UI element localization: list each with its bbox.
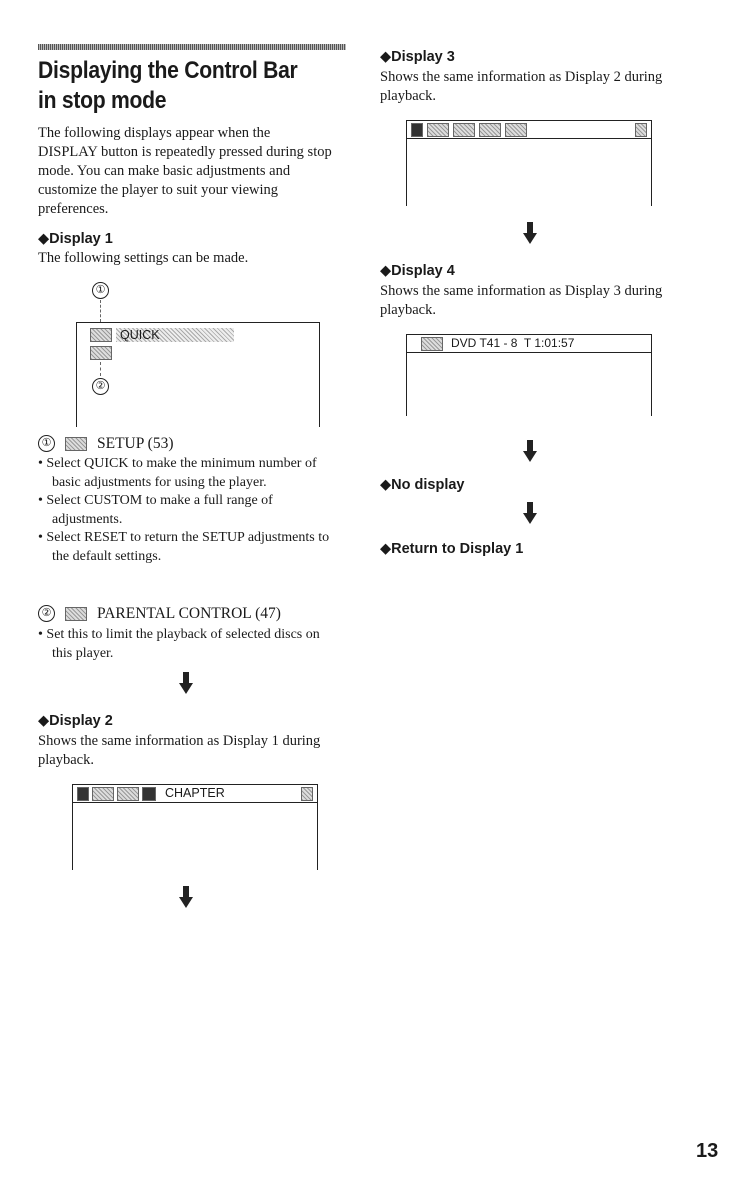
item1-bullet: • Select RESET to return the SETUP adjustments to the default settings. bbox=[38, 530, 330, 564]
item1-number: ① bbox=[38, 435, 55, 452]
angle-icon bbox=[505, 123, 527, 137]
return-heading: ◆Return to Display 1 bbox=[380, 541, 524, 557]
callout-1-leader bbox=[100, 300, 101, 322]
chapter-icon bbox=[117, 787, 139, 801]
display3-bar bbox=[406, 120, 652, 139]
display4-bar-label: DVD T41 - 8 T 1:01:57 bbox=[451, 336, 575, 350]
disc-icon bbox=[77, 787, 89, 801]
display1-heading: ◆Display 1 bbox=[38, 231, 113, 247]
title-rule bbox=[38, 44, 346, 50]
item2-row bbox=[38, 604, 281, 623]
display4-text: Shows the same information as Display 3 during playback. bbox=[380, 283, 663, 318]
disc-icon bbox=[411, 123, 423, 137]
no-display-heading: ◆No display bbox=[380, 477, 465, 493]
display3-text: Shows the same information as Display 2 during playback. bbox=[380, 69, 663, 104]
item1-bullet: • Select QUICK to make the minimum number of basic adjustments for using the player. bbox=[38, 456, 317, 490]
display4-heading: ◆Display 4 bbox=[380, 263, 455, 279]
down-arrow-icon bbox=[523, 440, 537, 462]
item1-label: SETUP (53) bbox=[97, 435, 174, 452]
display2-heading: ◆Display 2 bbox=[38, 713, 113, 729]
down-arrow-icon bbox=[523, 502, 537, 524]
item2-label: PARENTAL CONTROL (47) bbox=[97, 605, 281, 622]
callout-1: ① bbox=[92, 282, 109, 299]
display1-bar bbox=[90, 327, 234, 343]
setting-icon bbox=[635, 123, 647, 137]
item1-bullet: • Select CUSTOM to make a full range of adjustments. bbox=[38, 493, 273, 527]
display3-heading: ◆Display 3 bbox=[380, 49, 455, 65]
display4-bar bbox=[406, 334, 652, 353]
page-number: 13 bbox=[696, 1140, 719, 1162]
menu-icon bbox=[427, 123, 449, 137]
down-arrow-icon bbox=[523, 222, 537, 244]
item2-number: ② bbox=[38, 605, 55, 622]
item1-row bbox=[38, 434, 174, 453]
item2-bullets bbox=[38, 626, 338, 663]
display1-bar-label: QUICK bbox=[116, 328, 234, 342]
audio-icon bbox=[453, 123, 475, 137]
display2-bar-label: CHAPTER bbox=[165, 786, 225, 800]
intro-text: The following displays appear when the DISPLAY button is repeatedly pressed during stop mode. You can make basic adjustments and customize the player to suit your viewing preferences. bbox=[38, 125, 332, 217]
setup-icon bbox=[90, 328, 112, 342]
item2-bullet: • Set this to limit the playback of selected discs on this player. bbox=[38, 627, 320, 661]
down-arrow-icon bbox=[179, 672, 193, 694]
setup-icon bbox=[65, 437, 87, 451]
display2-text: Shows the same information as Display 1 during playback. bbox=[38, 733, 321, 768]
parental-control-icon bbox=[90, 346, 112, 360]
page-title: Displaying the Control Bar in stop mode bbox=[38, 57, 298, 114]
subtitle-icon bbox=[479, 123, 501, 137]
parental-control-icon bbox=[65, 607, 87, 621]
display2-bar bbox=[72, 784, 318, 803]
track-icon bbox=[142, 787, 156, 801]
item1-bullets bbox=[38, 455, 338, 566]
time-display-icon bbox=[421, 337, 443, 351]
title-icon bbox=[92, 787, 114, 801]
callout-2-leader bbox=[100, 362, 101, 376]
display1-text: The following settings can be made. bbox=[38, 250, 249, 266]
callout-2: ② bbox=[92, 378, 109, 395]
setting-icon bbox=[301, 787, 313, 801]
down-arrow-icon bbox=[179, 886, 193, 908]
